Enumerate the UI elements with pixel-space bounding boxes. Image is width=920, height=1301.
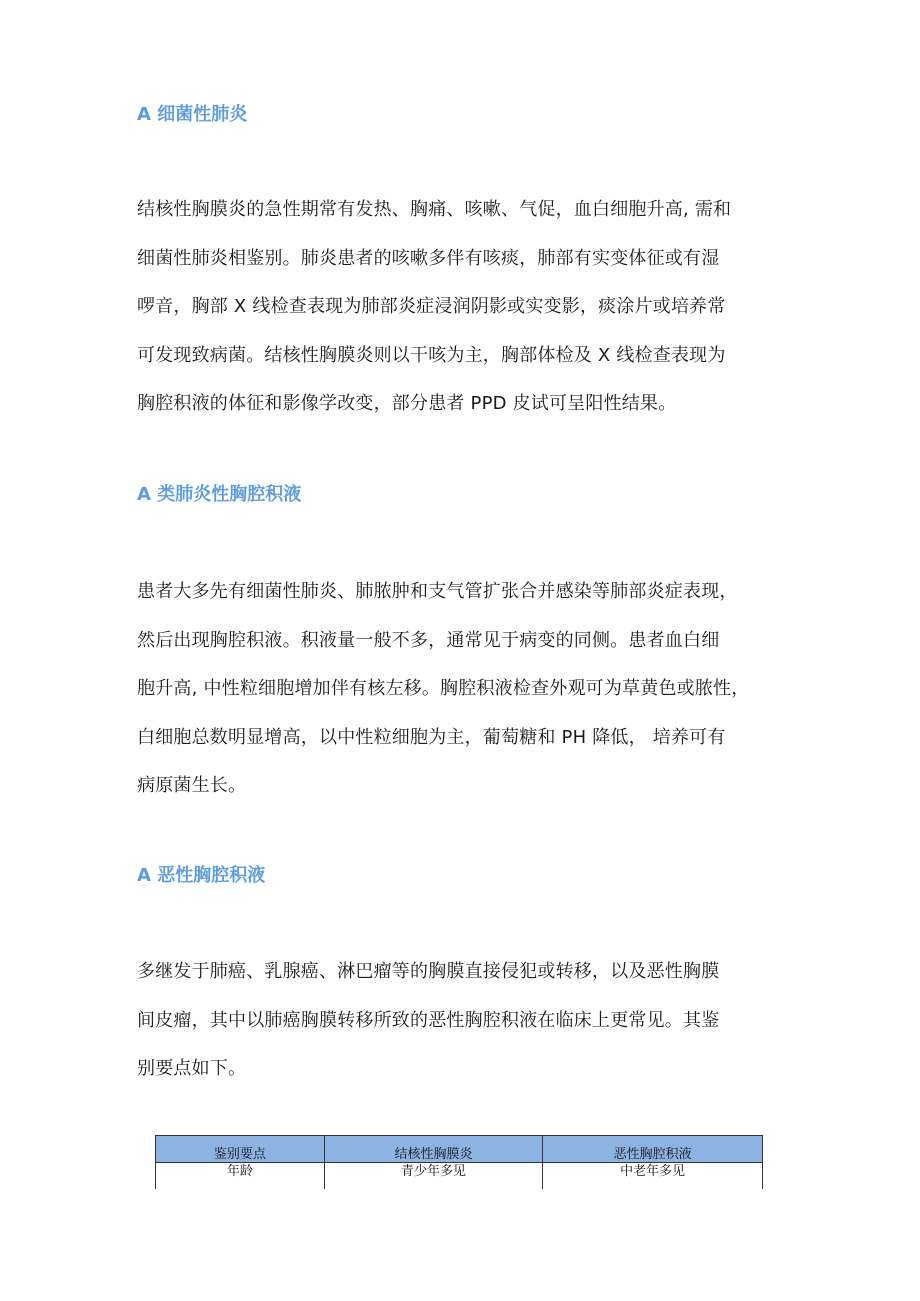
table-header-cell: 结核性胸膜炎	[324, 1136, 543, 1163]
paragraph-line: 多继发于肺癌、乳腺癌、淋巴瘤等的胸膜直接侵犯或转移，以及恶性胸膜	[137, 961, 720, 982]
paragraph-line: 胸腔积液的体征和影像学改变，部分患者 PPD 皮试可呈阳性结果。	[137, 393, 677, 414]
table-header-row	[156, 1136, 763, 1163]
paragraph-line: 别要点如下。	[137, 1058, 247, 1079]
differential-diagnosis-table	[155, 1135, 763, 1189]
table-cell: 年龄	[156, 1163, 325, 1190]
paragraph-line: 患者大多先有细菌性肺炎、肺脓肿和支气管扩张合并感染等肺部炎症表现，	[137, 581, 738, 602]
paragraph-line: 然后出现胸腔积液。积液量一般不多，通常见于病变的同侧。患者血白细	[137, 629, 720, 651]
section-paragraph-malignant-effusion	[137, 948, 787, 1094]
paragraph-line: 胞升高, 中性粒细胞增加伴有核左移。胸腔积液检查外观可为草黄色或脓性，	[137, 678, 750, 699]
table-header-cell: 恶性胸腔积液	[543, 1136, 763, 1163]
table-cell: 青少年多见	[324, 1163, 543, 1190]
paragraph-line: 结核性胸膜炎的急性期常有发热、胸痛、咳嗽、气促，血白细胞升高, 需和	[137, 199, 732, 220]
section-heading-malignant-effusion: A 恶性胸腔积液	[137, 865, 266, 886]
paragraph-line: 可发现致病菌。结核性胸膜炎则以干咳为主，胸部体检及 X 线检查表现为	[137, 344, 726, 366]
section-paragraph-bacterial-pneumonia	[137, 186, 787, 429]
paragraph-line: 啰音，胸部 X 线检查表现为肺部炎症浸润阴影或实变影，痰涂片或培养常	[137, 296, 726, 317]
section-heading-bacterial-pneumonia: A 细菌性肺炎	[137, 104, 248, 125]
table-row	[156, 1163, 763, 1190]
paragraph-line: 间皮瘤，其中以肺癌胸膜转移所致的恶性胸腔积液在临床上更常见。其鉴	[137, 1009, 720, 1031]
paragraph-line: 病原菌生长。	[137, 775, 247, 796]
table-cell: 中老年多见	[543, 1163, 763, 1190]
section-heading-parapneumonic-effusion: A 类肺炎性胸腔积液	[137, 484, 302, 505]
section-paragraph-parapneumonic-effusion	[137, 568, 787, 811]
paragraph-line: 白细胞总数明显增高，以中性粒细胞为主，葡萄糖和 PH 降低， 培养可有	[137, 726, 726, 748]
table-header-cell: 鉴别要点	[156, 1136, 325, 1163]
paragraph-line: 细菌性肺炎相鉴别。肺炎患者的咳嗽多伴有咳痰，肺部有实变体征或有湿	[137, 247, 720, 269]
